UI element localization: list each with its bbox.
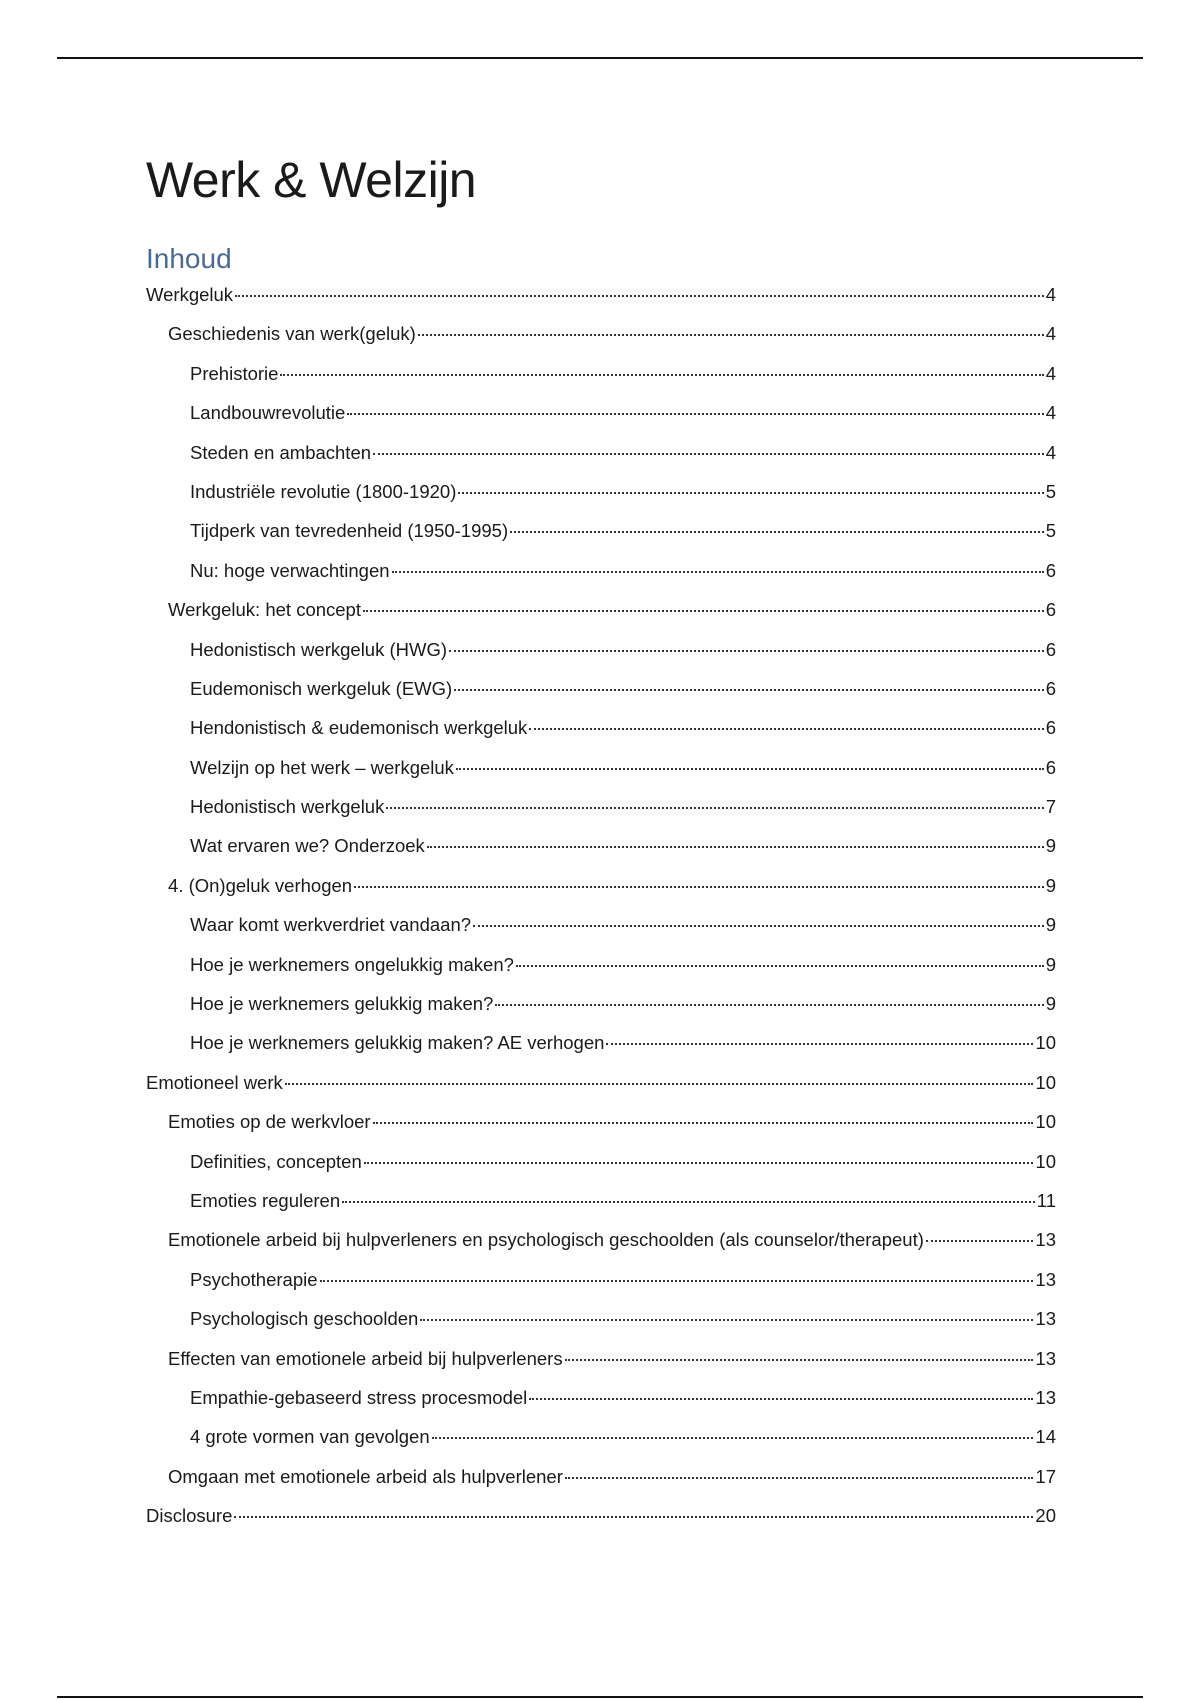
toc-entry[interactable] [146,708,1056,747]
toc-entry-page: 6 [1045,677,1056,699]
toc-dot-leader [420,1319,1033,1321]
footer-rule [57,1696,1143,1698]
toc-entry[interactable] [146,1299,1056,1338]
toc-entry-page: 9 [1045,835,1056,857]
toc-entry-page: 4 [1045,323,1056,345]
toc-entry-label: Prehistorie [190,362,279,384]
toc-dot-leader [926,1240,1034,1242]
toc-entry[interactable] [146,630,1056,669]
toc-entry-label: Psychotherapie [190,1268,318,1290]
toc-entry[interactable] [146,905,1056,944]
toc-entry-page: 9 [1045,914,1056,936]
toc-entry-page: 9 [1045,953,1056,975]
toc-entry[interactable] [146,433,1056,472]
toc-entry-label: Definities, concepten [190,1150,362,1172]
toc-dot-leader [418,334,1044,336]
toc-entry-page: 10 [1035,1032,1056,1054]
toc-entry-label: Hoe je werknemers ongelukkig maken? [190,953,514,975]
table-of-contents [146,275,1056,1536]
toc-entry-page: 9 [1045,874,1056,896]
toc-heading: Inhoud [146,243,232,274]
toc-entry-page: 14 [1035,1426,1056,1448]
toc-dot-leader [427,846,1044,848]
toc-entry[interactable] [146,984,1056,1023]
toc-entry-label: Empathie-gebaseerd stress procesmodel [190,1386,528,1408]
toc-dot-leader [606,1043,1033,1045]
toc-dot-leader [235,295,1044,297]
toc-dot-leader [510,531,1044,533]
toc-entry-page: 11 [1036,1189,1056,1211]
toc-entry[interactable] [146,787,1056,826]
toc-entry-label: Psychologisch geschoolden [190,1308,419,1330]
toc-entry[interactable] [146,1496,1056,1535]
toc-dot-leader [432,1437,1034,1439]
toc-entry-page: 13 [1035,1347,1056,1369]
toc-entry-page: 4 [1045,402,1056,424]
toc-dot-leader [529,728,1043,730]
toc-entry-label: Nu: hoge verwachtingen [190,559,390,581]
toc-entry[interactable] [146,551,1056,590]
toc-entry-label: Werkgeluk [146,284,234,305]
toc-entry-label: Hedonistisch werkgeluk [190,796,385,818]
toc-entry-label: Emotioneel werk [146,1071,283,1093]
toc-dot-leader [373,453,1044,455]
toc-dot-leader [495,1004,1043,1006]
toc-entry-page: 10 [1035,1150,1056,1172]
toc-entry[interactable] [146,1220,1056,1259]
toc-entry-label: Emoties reguleren [190,1189,341,1211]
toc-entry[interactable] [146,1457,1056,1496]
toc-dot-leader [364,1162,1034,1164]
toc-entry[interactable] [146,393,1056,432]
toc-entry-label: Steden en ambachten [190,441,372,463]
toc-entry[interactable] [146,1023,1056,1062]
toc-dot-leader [529,1398,1033,1400]
toc-dot-leader [342,1201,1035,1203]
toc-entry-label: Hoe je werknemers gelukkig maken? AE verhogen [190,1032,605,1054]
toc-entry[interactable] [146,1063,1056,1102]
toc-dot-leader [280,374,1043,376]
toc-entry-page: 6 [1045,717,1056,739]
toc-entry-label: Waar komt werkverdriet vandaan? [190,914,472,936]
toc-dot-leader [386,807,1043,809]
toc-entry[interactable] [146,354,1056,393]
toc-entry-label: Werkgeluk: het concept [168,599,361,621]
toc-entry-page: 13 [1035,1386,1056,1408]
toc-entry-label: Emotionele arbeid bij hulpverleners en psychologisch geschoolden (als counselor/therapeut) [168,1229,924,1251]
toc-entry-label: Omgaan met emotionele arbeid als hulpverlener [168,1465,563,1487]
toc-entry[interactable] [146,1339,1056,1378]
toc-entry-label: Landbouwrevolutie [190,402,346,424]
toc-entry[interactable] [146,945,1056,984]
toc-entry-label: Hoe je werknemers gelukkig maken? [190,993,494,1015]
toc-entry-page: 17 [1035,1465,1056,1487]
toc-entry-page: 20 [1035,1505,1056,1527]
toc-entry[interactable] [146,275,1056,314]
toc-entry-label: Disclosure [146,1505,233,1527]
toc-entry-page: 4 [1045,441,1056,463]
toc-dot-leader [234,1516,1033,1518]
toc-entry[interactable] [146,1417,1056,1456]
toc-entry[interactable] [146,1102,1056,1141]
toc-entry-label: Wat ervaren we? Onderzoek [190,835,425,857]
toc-entry[interactable] [146,1260,1056,1299]
toc-dot-leader [454,689,1044,691]
toc-dot-leader [456,768,1044,770]
toc-entry[interactable] [146,866,1056,905]
toc-entry[interactable] [146,1142,1056,1181]
toc-dot-leader [516,965,1044,967]
toc-entry-page: 13 [1035,1229,1056,1251]
toc-entry[interactable] [146,314,1056,353]
toc-dot-leader [347,413,1043,415]
toc-entry-label: Hedonistisch werkgeluk (HWG) [190,638,448,660]
toc-entry-page: 5 [1045,520,1056,542]
toc-dot-leader [320,1280,1034,1282]
toc-entry-label: Hendonistisch & eudemonisch werkgeluk [190,717,528,739]
toc-entry-label: Welzijn op het werk – werkgeluk [190,756,454,778]
toc-dot-leader [392,571,1044,573]
toc-entry[interactable] [146,1181,1056,1220]
toc-entry-label: Industriële revolutie (1800-1920) [190,480,457,502]
toc-dot-leader [285,1083,1034,1085]
toc-dot-leader [473,925,1044,927]
toc-entry-page: 13 [1035,1268,1056,1290]
toc-entry-label: Geschiedenis van werk(geluk) [168,323,416,345]
toc-entry[interactable] [146,590,1056,629]
toc-entry-page: 6 [1045,638,1056,660]
toc-entry-page: 13 [1035,1308,1056,1330]
toc-dot-leader [373,1122,1034,1124]
toc-entry-page: 6 [1045,756,1056,778]
toc-entry-page: 10 [1035,1111,1056,1133]
toc-dot-leader [565,1477,1034,1479]
toc-entry[interactable] [146,669,1056,708]
toc-entry[interactable] [146,748,1056,787]
toc-entry-page: 6 [1045,599,1056,621]
toc-dot-leader [449,650,1044,652]
toc-entry-label: Effecten van emotionele arbeid bij hulpverleners [168,1347,563,1369]
toc-entry[interactable] [146,1378,1056,1417]
toc-dot-leader [354,886,1044,888]
toc-entry-label: 4 grote vormen van gevolgen [190,1426,430,1448]
document-title: Werk & Welzijn [146,152,477,208]
header-rule [57,57,1143,59]
toc-dot-leader [363,610,1044,612]
toc-entry-label: Eudemonisch werkgeluk (EWG) [190,677,453,699]
toc-entry-page: 4 [1045,284,1056,305]
toc-entry-page: 7 [1045,796,1056,818]
toc-entry-label: 4. (On)geluk verhogen [168,874,353,896]
toc-dot-leader [565,1359,1034,1361]
toc-entry-label: Emoties op de werkvloer [168,1111,371,1133]
toc-entry-page: 6 [1045,559,1056,581]
toc-entry-page: 5 [1045,480,1056,502]
toc-entry-page: 4 [1045,362,1056,384]
toc-dot-leader [458,492,1043,494]
toc-entry[interactable] [146,826,1056,865]
toc-entry[interactable] [146,472,1056,511]
toc-entry-page: 10 [1035,1071,1056,1093]
toc-entry-page: 9 [1045,993,1056,1015]
toc-entry-label: Tijdperk van tevredenheid (1950-1995) [190,520,509,542]
toc-entry[interactable] [146,511,1056,550]
